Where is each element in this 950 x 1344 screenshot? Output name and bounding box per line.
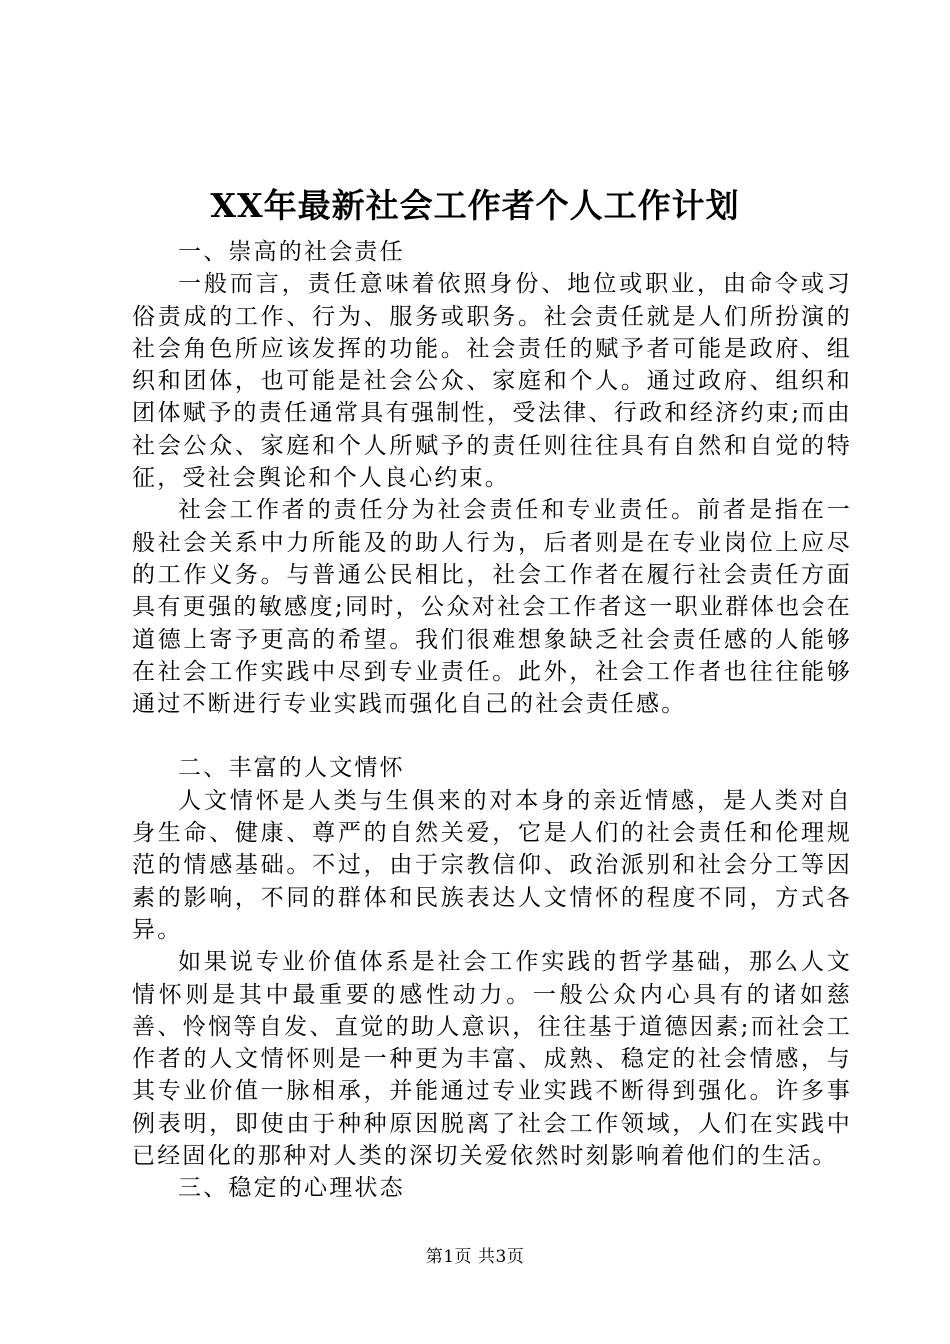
blank-line xyxy=(132,720,852,752)
page-footer: 第1页 共3页 xyxy=(425,1247,525,1267)
section-heading: 三、稳定的心理状态 xyxy=(178,1175,405,1202)
paragraph: 人文情怀是人类与生俱来的对本身的亲近情感，是人类对自身生命、健康、尊严的自然关爱，它是人们的社会责任和伦理规范的情感基础。不过，由于宗教信仰、政治派别和社会分工等因素的影响，不同的群体和民族表达人文情怀的程度不同，方式各异。 xyxy=(132,787,852,943)
paragraph: 社会工作者的责任分为社会责任和专业责任。前者是指在一般社会关系中力所能及的助人行为，后者则是在专业岗位上应尽的工作义务。与普通公民相比，社会工作者在履行社会责任方面具有更强的敏感度;同时，公众对社会工作者这一职业群体也会在道德上寄予更高的希望。我们很难想象缺乏社会责任感的人能够在社会工作实践中尽到专业责任。此外，社会工作者也往往能够通过不断进行专业实践而强化自己的社会责任感。 xyxy=(132,497,852,718)
document-title: XX年最新社会工作者个人工作计划 xyxy=(210,186,740,225)
section-heading: 一、崇高的社会责任 xyxy=(178,239,405,265)
document-body xyxy=(132,236,852,1205)
paragraph: 一般而言，责任意味着依照身份、地位或职业，由命令或习俗责成的工作、行为、服务或职务。社会责任就是人们所扮演的社会角色所应该发挥的功能。社会责任的赋予者可能是政府、组织和团体，也可能是社会公众、家庭和个人。通过政府、组织和团体赋予的责任通常具有强制性，受法律、行政和经济约束;而由社会公众、家庭和个人所赋予的责任则往往具有自然和自觉的特征，受社会舆论和个人良心约束。 xyxy=(132,271,852,492)
paragraph: 如果说专业价值体系是社会工作实践的哲学基础，那么人文情怀则是其中最重要的感性动力。一般公众内心具有的诸如慈善、怜悯等自发、直觉的助人意识，往往基于道德因素;而社会工作者的人文情怀则是一种更为丰富、成熟、稳定的社会情感，与其专业价值一脉相承，并能通过专业实践不断得到强化。许多事例表明，即使由于种种原因脱离了社会工作领域，人们在实践中已经固化的那种对人类的深切关爱依然时刻影响着他们的生活。 xyxy=(132,949,852,1170)
section-heading: 二、丰富的人文情怀 xyxy=(178,755,405,782)
